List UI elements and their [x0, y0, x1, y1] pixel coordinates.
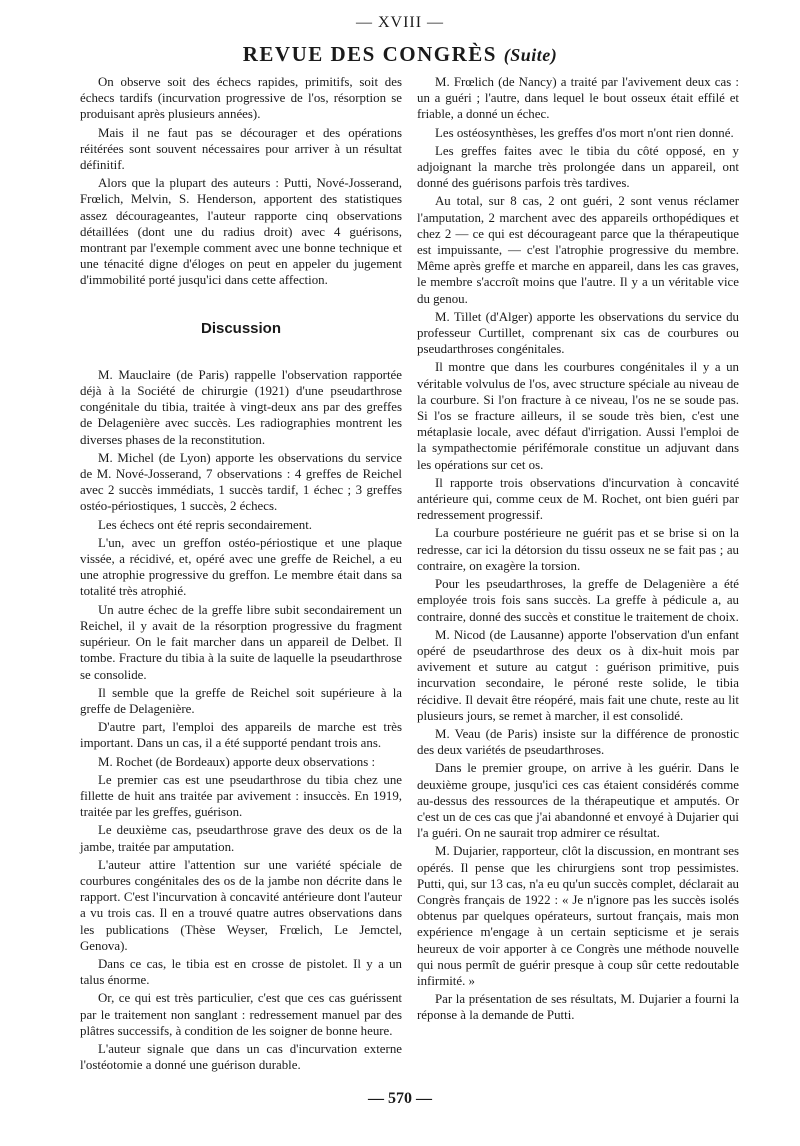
paragraph: Le deuxième cas, pseudarthrose grave des deux os de la jambe, traitée par amputation.: [80, 823, 402, 854]
paragraph: M. Frœlich (de Nancy) a traité par l'avivement deux cas : un a guéri ; l'autre, dans lequel le bout osseux était effilé et friable, a donné un échec.: [417, 75, 739, 122]
paragraph: Le premier cas est une pseudarthrose du tibia chez une fillette de huit ans traitée par avivement : insuccès. En 1919, traitée par les greffes, guérison.: [80, 772, 402, 820]
paragraph: M. Dujarier, rapporteur, clôt la discussion, en montrant ses opérés. Il pense que les chirurgiens sont trop pessimistes. Putti, qui, sur 13 cas, n'a eu qu'un succès complet, déclarait au Congrès français de 1922 : « Je n'ignore pas les succès isolés obtenus par quelques opérateurs, surtout français, mais mon expérience m'engage à un certain septicisme et je serais heureux de voir apporter à ce Congrès une méthode nouvelle qui nous permît de guérir presque à coup sûr cette redoutable infirmité. »: [417, 844, 739, 988]
paragraph: Les ostéosynthèses, les greffes d'os mort n'ont rien donné.: [435, 125, 734, 140]
running-title-suffix: (Suite): [503, 45, 558, 65]
left-column: [80, 74, 402, 1075]
page-number: — 570 —: [368, 1090, 432, 1107]
paragraph: M. Mauclaire (de Paris) rappelle l'observation rapportée déjà à la Société de chirurgie (1921) d'une pseudarthrose congénitale du tibia, traitée à vingt-deux ans par des greffes de Delagenière avec succès. Les radiographies montrent les diverses phases de la reconstitution.: [80, 367, 402, 447]
paragraph: M. Nicod (de Lausanne) apporte l'observation d'un enfant opéré de pseudarthrose des deux os à dix-huit mois par avivement et suture au catgut : guérison primitive, puis incurvation secondaire, le péroné reste solide, le tibia récidive. Il devait être réopéré, mais fait une chute, reste au lit plusieurs jours, se remet à marcher, il est consolidé.: [417, 627, 739, 723]
paragraph: Pour les pseudarthroses, la greffe de Delagenière a été employée trois fois sans succès. La greffe à pédicule a, au contraire, donné des succès et constitue le traitement de choix.: [417, 577, 739, 624]
paragraph: M. Rochet (de Bordeaux) apporte deux observations :: [98, 754, 376, 769]
paragraph: M. Tillet (d'Alger) apporte les observations du service du professeur Curtillet, comprenant six cas de courbures ou pseudarthroses congénitales.: [417, 309, 739, 357]
paragraph: L'auteur signale que dans un cas d'incurvation externe l'ostéotomie a donné une guérison durable.: [80, 1041, 402, 1073]
paragraph: Or, ce qui est très particulier, c'est que ces cas guérissent par le traitement non sanglant : redressement manuel par des plâtres successifs, à condition de les soigner de bonne heure.: [80, 991, 402, 1038]
paragraph: Les greffes faites avec le tibia du côté opposé, en y adjoignant la marche très prolongée dans un appareil, ont donné des guérisons parfois très tardives.: [417, 143, 739, 191]
paragraph: Au total, sur 8 cas, 2 ont guéri, 2 sont venus réclamer l'amputation, 2 marchent avec des appareils orthopédiques et chez 2 — ce qui est décourageant parce que la thérapeutique est impuissante, — c'est l'atrophie progressive du membre. Même après greffe et marche en appareil, dans les cas graves, le membre s'accroît moins que l'autre. Il y a un véritable vice du genou.: [417, 194, 739, 306]
paragraph: Les échecs ont été repris secondairement.: [98, 517, 313, 532]
right-column: [417, 74, 739, 1026]
paragraph: Un autre échec de la greffe libre subit secondairement un Reichel, il y avait de la résorption progressive du fragment supérieur. On le fait marcher dans un appareil de Delbet. Il tombe. Fracture du tibia à la suite de laquelle la pseudarthrose se consolide.: [80, 602, 402, 682]
running-title: [0, 42, 800, 67]
paragraph: Alors que la plupart des auteurs : Putti, Nové-Josserand, Frœlich, Melvin, S. Henderson, apportent des statistiques assez décourageantes, l'auteur rapporte cinq observations détaillées (dont une du radius droit) avec 4 guérisons, montrant par l'exemple comment avec une bonne technique et une ténacité digne d'éloges on peut en appeler du jugement d'immobilité porté jusqu'ici dans cette affection.: [80, 176, 402, 288]
paragraph: D'autre part, l'emploi des appareils de marche est très important. Dans un cas, il a été supporté pendant trois ans.: [80, 720, 402, 751]
paragraph: L'auteur attire l'attention sur une variété spéciale de courbures congénitales des os de la jambe non décrite dans le rapport. C'est l'incurvation à concavité antérieure dont l'auteur a vu trois cas. Il en a trouvé quatre autres observations dans les publications (Thèse Weyser, Frœlich, Le Jemctel, Genova).: [80, 857, 402, 953]
paragraph: M. Veau (de Paris) insiste sur la différence de pronostic des deux variétés de pseudarthroses.: [417, 726, 739, 758]
paragraph: L'un, avec un greffon ostéo-périostique et une plaque vissée, a récidivé, et, opéré avec une greffe de Reichel, a eu une atrophie progressive du greffon. Le membre était dans sa totalité très atrophié.: [80, 535, 402, 599]
paragraph: La courbure postérieure ne guérit pas et se brise si on la redresse, car ici la détorsion du tissu osseux ne se fait pas ; au contraire, on exagère la torsion.: [417, 526, 739, 573]
paragraph: Dans ce cas, le tibia est en crosse de pistolet. Il y a un talus énorme.: [80, 956, 402, 988]
paragraph: Mais il ne faut pas se décourager et des opérations réitérées sont souvent nécessaires pour arriver à un résultat définitif.: [80, 125, 402, 173]
paragraph: Par la présentation de ses résultats, M. Dujarier a fourni la réponse à la demande de Putti.: [417, 992, 739, 1023]
paragraph: On observe soit des échecs rapides, primitifs, soit des échecs tardifs (incurvation progressive de l'os, résorption se produisant après plusieurs années).: [80, 75, 402, 122]
paragraph: Il montre que dans les courbures congénitales il y a un véritable volvulus de l'os, avec structure spéciale au niveau de la courbure. Si l'on fracture à ce niveau, l'os ne se soude pas. Si l'os se fracture ailleurs, il se soude très bien, c'est une métaplasie locale, avec défaut d'irrigation. Aussi l'emploi de la sympathectomie périfémorale constitue un adjuvant dans les opérations sur cet os.: [417, 360, 739, 472]
running-title-text: REVUE DES CONGRÈS: [242, 42, 497, 66]
roman-page-number: — XVIII —: [355, 14, 445, 31]
section-heading-discussion: Discussion: [200, 319, 282, 337]
paragraph: Il semble que la greffe de Reichel soit supérieure à la greffe de Delagenière.: [80, 685, 402, 716]
paragraph: M. Michel (de Lyon) apporte les observations du service de M. Nové-Josserand, 7 observations : 4 greffes de Reichel avec 2 succès immédiats, 1 succès tardif, 1 échec ; 3 greffes ostéo-périostiques, 1 succès, 2 échecs.: [80, 450, 402, 514]
paragraph: Dans le premier groupe, on arrive à les guérir. Dans le deuxième groupe, jusqu'ici ces cas étaient considérés comme au-dessus des ressources de la thérapeutique et amputés. Or c'est un de ces cas que j'ai abandonné et envoyé à Dujarier qui l'a guéri. On ne saurait trop admirer ce résultat.: [417, 761, 739, 841]
paragraph: Il rapporte trois observations d'incurvation à concavité antérieure qui, comme ceux de M. Rochet, ont bien guéri par redressement progressif.: [417, 475, 739, 523]
